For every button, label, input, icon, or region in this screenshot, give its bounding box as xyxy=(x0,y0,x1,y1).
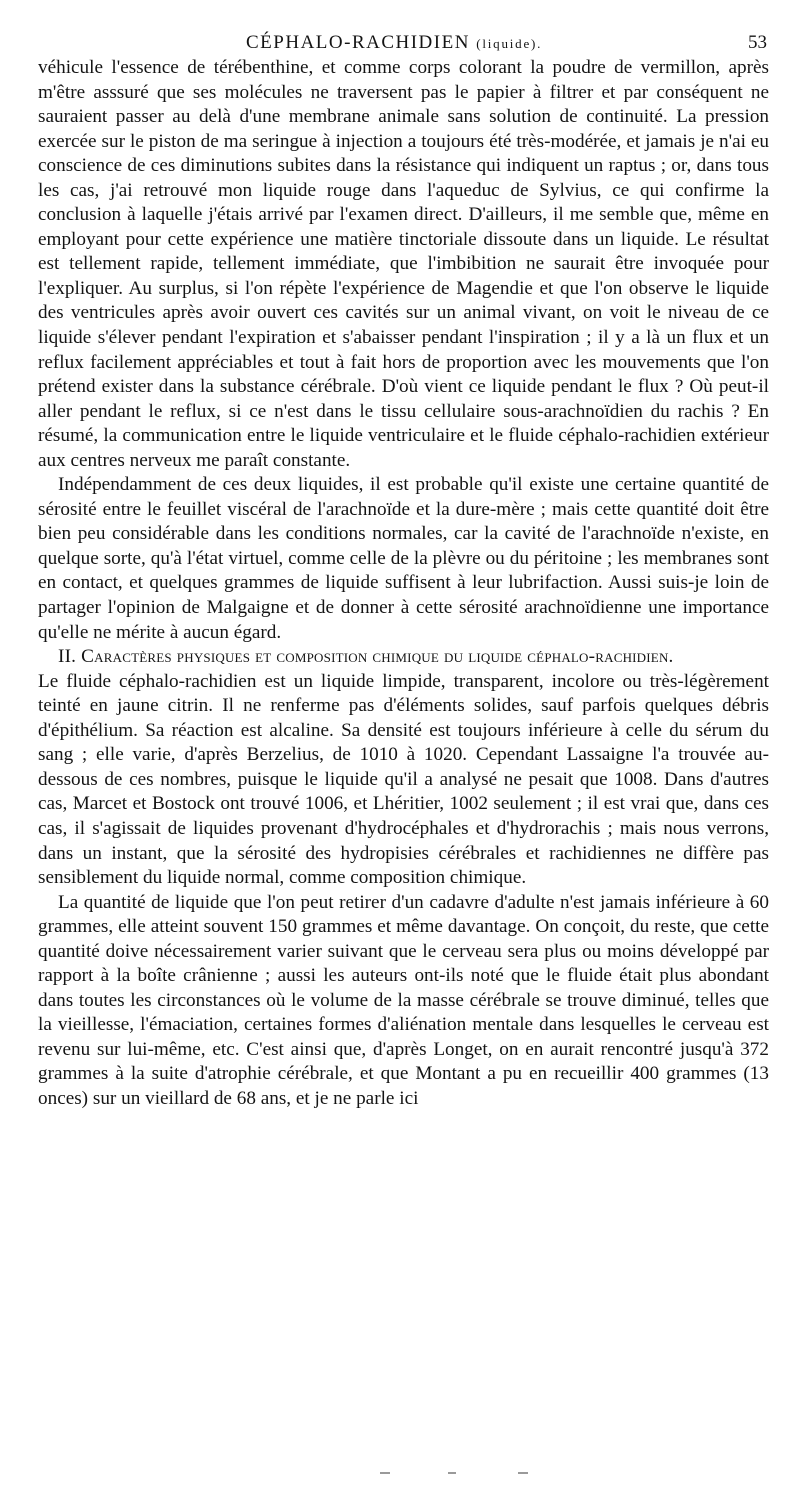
bottom-print-marks xyxy=(380,1470,540,1476)
paragraph-physical-characters: Le fluide céphalo-rachidien est un liquide limpide, transparent, incolore ou très-légèrement teinté en jaune citrin. Il ne renferme pas d'éléments solides, sauf parfois quelques débris d'épithélium. Sa réaction est alcaline. Sa densité est toujours inférieure à celle du sérum du sang ; elle varie, d'après Berzelius, de 1010 à 1020. Cependant Lassaigne l'a trouvée au-dessous de ces nombres, puisque le liquide qu'il a analysé ne pesait que 1008. Dans d'autres cas, Marcet et Bostock ont trouvé 1006, et Lhéritier, 1002 seulement ; il est vrai que, dans ces cas, il s'agissait de liquides provenant d'hydrocéphales et d'hydrorachis ; mais nous verrons, dans un instant, que la sérosité des hydropisies cérébrales et rachidiennes ne diffère pas sensiblement du liquide normal, comme composition chimique. xyxy=(38,670,769,889)
paragraph-continuation: véhicule l'essence de térébenthine, et comme corps colorant la poudre de vermillon, après m'être asssuré que ses molécules ne traversent pas le papier à filtrer et par conséquent ne sauraient passer au delà d'une membrane animale sans solution de continuité. La pression exercée sur le piston de ma seringue à injection a toujours été très-modérée, et jamais je n'ai eu conscience de ces diminutions subites dans la résistance qui indiquent un raptus ; or, dans tous les cas, j'ai retrouvé mon liquide rouge dans l'aqueduc de Sylvius, ce qui confirme la conclusion à laquelle j'étais arrivé par l'examen direct. D'ailleurs, il me semble que, même en employant pour cette expérience une matière tinctoriale dissoute dans un liquide. Le résultat est tellement rapide, tellement immédiate, que l'imbibition ne saurait être invoquée pour l'expliquer. Au surplus, si l'on répète l'expérience de Magendie et que l'on observe le liquide des ventricules après avoir ouvert ces cavités sur un animal vivant, on voit le niveau de ce liquide s'élever pendant l'expiration et s'abaisser pendant l'inspiration ; il y a là un flux et un reflux facilement appréciables et tout à fait hors de proportion avec les mouvements que l'on prétend exister dans la substance cérébrale. D'où vient ce liquide pendant le flux ? Où peut-il aller pendant le reflux, si ce n'est dans le tissu cellulaire sous-arachnoïdien du rachis ? En résumé, la communication entre le liquide ventriculaire et le fluide céphalo-rachidien extérieur aux centres nerveux me paraît constante. xyxy=(38,57,769,471)
print-mark xyxy=(380,1472,390,1474)
paragraph-fluid-quantity: La quantité de liquide que l'on peut retirer d'un cadavre d'adulte n'est jamais inférieure à 60 grammes, elle atteint souvent 150 grammes et même davantage. On conçoit, du reste, que cette quantité doive nécessairement varier suivant que le cerveau sera plus ou moins développé par rapport à la boîte crânienne ; aussi les auteurs ont-ils noté que le fluide était plus abondant dans toutes les circonstances où le volume de la masse cérébrale se trouve diminué, telles que la vieillesse, l'émaciation, certaines formes d'aliénation mentale dans lesquelles le cerveau est revenu sur lui-même, etc. C'est ainsi que, d'après Longet, on en aurait rencontré jusqu'à 372 grammes à la suite d'atrophie cérébrale, et que Montant a pu en recueillir 400 grammes (13 onces) sur un vieillard de 68 ans, et je ne parle ici xyxy=(38,891,769,1109)
paragraph-arachnoid-serosity: Indépendamment de ces deux liquides, il est probable qu'il existe une certaine quantité de sérosité entre le feuillet viscéral de l'arachnoïde et la dure-mère ; mais cette quantité doit être bien peu considérable dans les conditions normales, car la cavité de l'arachnoïde n'existe, en quelque sorte, qu'à l'état virtuel, comme celle de la plèvre ou du péritoine ; les membranes sont en contact, et quelques grammes de liquide suffisent à leur lubrifaction. Aussi suis-je loin de partager l'opinion de Malgaigne et de donner à cette sérosité arachnoïdienne une importance qu'elle ne mérite à aucun égard. xyxy=(38,474,769,643)
print-mark xyxy=(448,1472,456,1474)
book-page xyxy=(38,26,769,1112)
running-title-sub: (liquide). xyxy=(476,36,543,51)
page-number: 53 xyxy=(748,32,767,53)
print-mark xyxy=(518,1472,528,1474)
running-title xyxy=(246,32,542,54)
section-heading: II. Caractères physiques et composition chimique du liquide céphalo-rachidien. xyxy=(58,646,674,668)
body-text xyxy=(38,56,769,1112)
running-head xyxy=(38,26,769,56)
running-title-main: CÉPHALO-RACHIDIEN xyxy=(246,32,470,53)
